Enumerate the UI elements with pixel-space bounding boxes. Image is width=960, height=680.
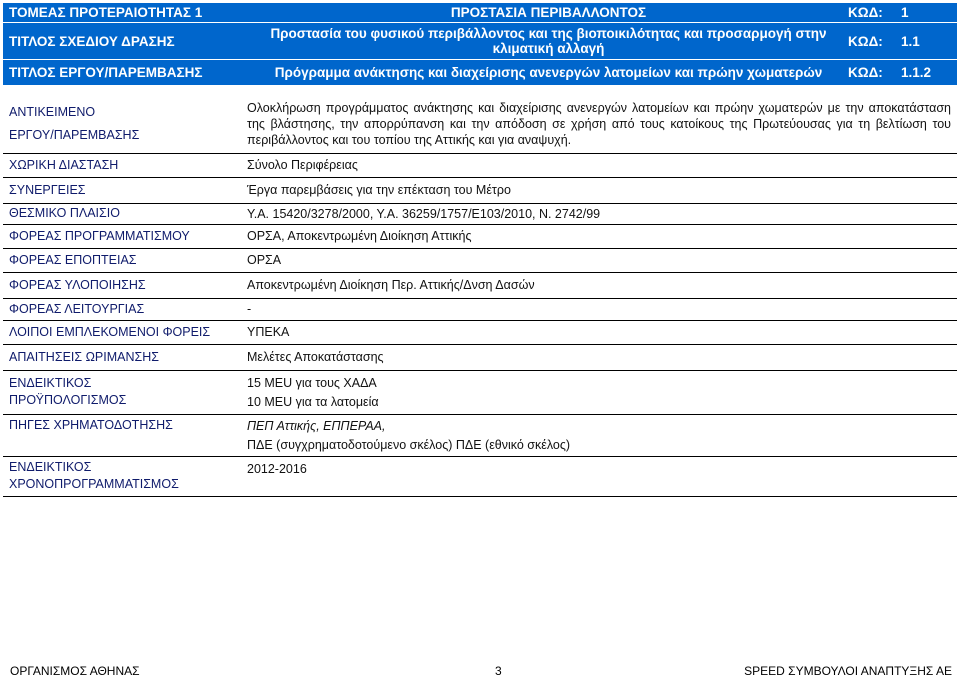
footer-organization: ΟΡΓΑΝΙΣΜΟΣ ΑΘΗΝΑΣ [10,664,140,678]
project-code-label: ΚΩΔ: [846,60,897,86]
budget-value [244,370,957,414]
row-synergies [3,177,957,203]
planning-value: ΟΡΣΑ, Αποκεντρωμένη Διοίκηση Αττικής [244,224,957,248]
object-value: Ολοκλήρωση προγράμματος ανάκτησης και διαχείρισης ανενεργών λατομείων και πρώην χωματερών με την αποκατάσταση της βλάστησης, την απορρύπανση και την απόδοση σε χρήση από τους κατοίκους της Πρωτεύουσας για τη βελτίωση του περιβάλλοντος και του τοπίου της Αττικής και για αναψυχή. [244,95,957,153]
row-maturity [3,344,957,370]
project-label: ΤΙΤΛΟΣ ΕΡΓΟΥ/ΠΑΡΕΜΒΑΣΗΣ [3,60,251,86]
object-label [3,95,244,153]
funding-value-line-1: ΠΕΠ Αττικής, ΕΠΠΕΡΑΑ, [247,418,386,433]
implementation-value: Αποκεντρωμένη Διοίκηση Περ. Αττικής/Δνση Δασών [244,272,957,298]
row-others [3,320,957,344]
row-framework [3,203,957,224]
action-plan-code-label: ΚΩΔ: [846,23,897,60]
row-schedule [3,456,957,496]
footer-consultant: SPEED ΣΥΜΒΟΥΛΟΙ ΑΝΑΠΤΥΞΗΣ ΑΕ [744,664,952,678]
funding-value-line-2: ΠΔΕ (συγχρηματοδοτούμενο σκέλος) ΠΔΕ (εθνικό σκέλος) [247,437,571,452]
row-supervision [3,248,957,272]
others-label: ΛΟΙΠΟΙ ΕΜΠΛΕΚΟΜΕΝΟΙ ΦΟΡΕΙΣ [3,320,244,344]
header-row-project [3,60,957,86]
implementation-label: ΦΟΡΕΑΣ ΥΛΟΠΟΙΗΣΗΣ [3,272,244,298]
framework-label: ΘΕΣΜΙΚΟ ΠΛΑΙΣΙΟ [3,203,244,224]
header-table [3,3,957,86]
maturity-label: ΑΠΑΙΤΗΣΕΙΣ ΩΡΙΜΑΝΣΗΣ [3,344,244,370]
object-label-line-1: ΑΝΤΙΚΕΙΜΕΝΟ [9,104,96,119]
row-spatial [3,153,957,177]
header-row-priority [3,3,957,23]
schedule-label [3,456,244,496]
project-code: 1.1.2 [897,60,957,86]
object-label-line-2: ΕΡΓΟΥ/ΠΑΡΕΜΒΑΣΗΣ [9,127,140,142]
maturity-value: Μελέτες Αποκατάστασης [244,344,957,370]
priority-title: ΠΡΟΣΤΑΣΙΑ ΠΕΡΙΒΑΛΛΟΝΤΟΣ [251,3,846,23]
synergies-value: Έργα παρεμβάσεις για την επέκταση του Μέτρο [244,177,957,203]
action-plan-title: Προστασία του φυσικού περιβάλλοντος και της βιοποικιλότητας και προσαρμογή στην κλιματική αλλαγή [251,23,846,60]
planning-label: ΦΟΡΕΑΣ ΠΡΟΓΡΑΜΜΑΤΙΣΜΟΥ [3,224,244,248]
priority-code: 1 [897,3,957,23]
budget-label [3,370,244,414]
supervision-value: ΟΡΣΑ [244,248,957,272]
project-details-table [3,95,957,497]
supervision-label: ΦΟΡΕΑΣ ΕΠΟΠΤΕΙΑΣ [3,248,244,272]
footer-page-number: 3 [495,664,502,678]
row-object [3,95,957,153]
budget-value-line-1: 15 ΜΕU για τους ΧΑΔΑ [247,375,377,390]
budget-value-line-2: 10 ΜΕU για τα λατομεία [247,394,379,409]
action-plan-code: 1.1 [897,23,957,60]
action-plan-label: ΤΙΤΛΟΣ ΣΧΕΔΙΟΥ ΔΡΑΣΗΣ [3,23,251,60]
project-title: Πρόγραμμα ανάκτησης και διαχείρισης ανενεργών λατομείων και πρώην χωματερών [251,60,846,86]
header-row-action-plan [3,23,957,60]
schedule-label-line-1: ΕΝΔΕΙΚΤΙΚΟΣ [9,460,92,474]
schedule-label-line-2: ΧΡΟΝΟΠΡΟΓΡΑΜΜΑΤΙΣΜΟΣ [9,477,179,491]
priority-code-label: ΚΩΔ: [846,3,897,23]
funding-value [244,414,957,456]
funding-label: ΠΗΓΕΣ ΧΡΗΜΑΤΟΔΟΤΗΣΗΣ [3,414,244,456]
operation-label: ΦΟΡΕΑΣ ΛΕΙΤΟΥΡΓΙΑΣ [3,298,244,320]
budget-label-line-1: ΕΝΔΕΙΚΤΙΚΟΣ [9,376,92,390]
others-value: ΥΠΕΚΑ [244,320,957,344]
row-budget [3,370,957,414]
spatial-label: ΧΩΡΙΚΗ ΔΙΑΣΤΑΣΗ [3,153,244,177]
row-implementation [3,272,957,298]
schedule-value: 2012-2016 [244,456,957,496]
budget-label-line-2: ΠΡΟΫΠΟΛΟΓΙΣΜΟΣ [9,393,127,407]
spatial-value: Σύνολο Περιφέρειας [244,153,957,177]
priority-label: ΤΟΜΕΑΣ ΠΡΟΤΕΡΑΙΟΤΗΤΑΣ 1 [3,3,251,23]
operation-value: - [244,298,957,320]
synergies-label: ΣΥΝΕΡΓΕΙΕΣ [3,177,244,203]
row-planning [3,224,957,248]
row-funding [3,414,957,456]
row-operation [3,298,957,320]
framework-value: Υ.Α. 15420/3278/2000, Υ.Α. 36259/1757/Ε103/2010, Ν. 2742/99 [244,203,957,224]
